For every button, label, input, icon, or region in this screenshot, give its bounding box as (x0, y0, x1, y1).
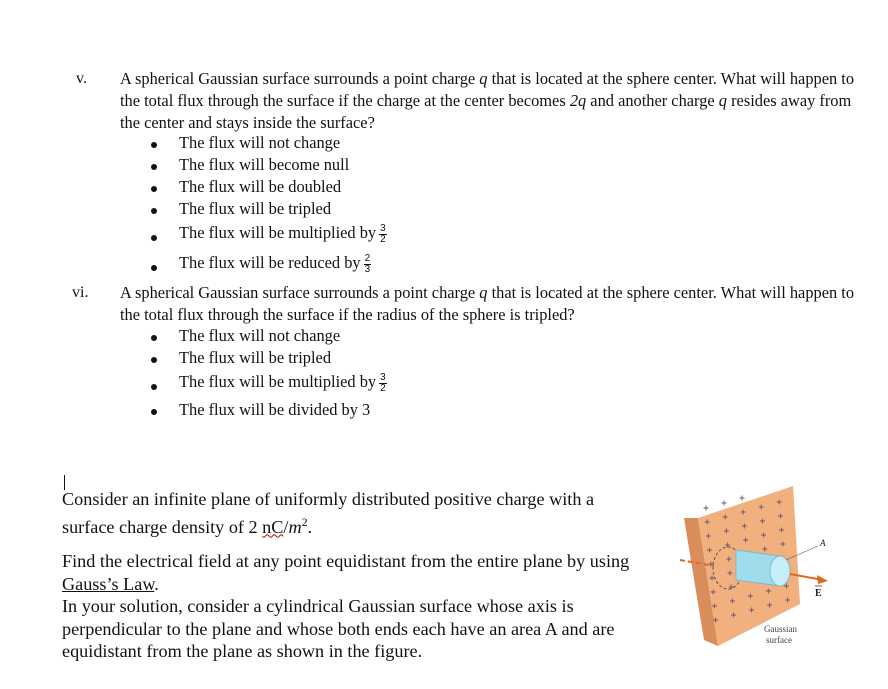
option: The flux will be tripled (151, 348, 387, 372)
question-6-text: A spherical Gaussian surface surrounds a point charge q that is located at the sphere center. What will happen to the total flux through the surface if the radius of the sphere is tripled? (120, 283, 855, 324)
bullet-icon (151, 208, 157, 214)
bullet-icon (151, 142, 157, 148)
bullet-icon (151, 186, 157, 192)
label-e: E (815, 588, 822, 599)
question-6-number: vi. (72, 284, 89, 301)
problem-paragraph-1: Consider an infinite plane of uniformly distributed positive charge with a surface charge density of 2 $nC/m^2$. (62, 489, 595, 537)
option: The flux will be tripled (151, 199, 387, 223)
bullet-icon (151, 384, 157, 390)
problem-paragraph-2: Find the electrical field at any point equidistant from the entire plane by using Gauss’s Law. (62, 551, 630, 594)
gaussian-end-front (770, 556, 790, 586)
bullet-icon (151, 164, 157, 170)
option: The flux will be reduced by $\frac{2}{3}$ (151, 253, 387, 281)
var-2q: 2q (569, 91, 587, 110)
plus-sign (740, 496, 745, 501)
question-5-number: v. (76, 70, 87, 87)
fraction-three-halves: $\frac{3}{2}$ (380, 222, 386, 245)
fraction-three-halves: $\frac{3}{2}$ (380, 371, 386, 394)
question-5-text: A spherical Gaussian surface surrounds a point charge q that is located at the sphere center. What will happen to the total flux through the surface if the charge at the center becomes 2q and another charge q resides away from the center and stays inside the surface? (120, 69, 855, 132)
plus-sign (722, 501, 727, 506)
option: The flux will be multiplied by $\frac{3}{2}$ (151, 372, 387, 400)
option: The flux will not change (151, 326, 387, 348)
gaussian-cylinder-figure (678, 480, 848, 650)
bullet-icon (151, 335, 157, 341)
fraction-two-thirds: $\frac{2}{3}$ (364, 252, 371, 275)
option: The flux will be doubled (151, 177, 387, 199)
bullet-icon (151, 357, 157, 363)
question-5-options (151, 133, 387, 281)
bullet-icon (151, 409, 157, 415)
unit-nc: nC (262, 516, 284, 537)
option: The flux will become null (151, 155, 387, 177)
label-gaussian: Gaussian (764, 624, 797, 634)
var-q: q (718, 91, 727, 110)
bullet-icon (151, 235, 157, 241)
var-q: q (479, 283, 488, 302)
question-6-options (151, 326, 387, 422)
label-a: A (820, 538, 826, 548)
option: The flux will not change (151, 133, 387, 155)
field-arrow-head (817, 575, 828, 584)
label-surface: surface (766, 635, 792, 645)
option: The flux will be divided by 3 (151, 400, 387, 422)
bullet-icon (151, 265, 157, 271)
var-q: q (479, 69, 488, 88)
option: The flux will be multiplied by $\frac{3}{2}$ (151, 223, 387, 253)
gauss-law-link: Gauss’s Law (62, 573, 155, 594)
plus-sign (704, 506, 709, 511)
problem-paragraph-3: In your solution, consider a cylindrical Gaussian surface whose axis is perpendicular to the plane and whose both ends each have an area A and are equidistant from the plane as shown in the figure. (62, 596, 615, 661)
